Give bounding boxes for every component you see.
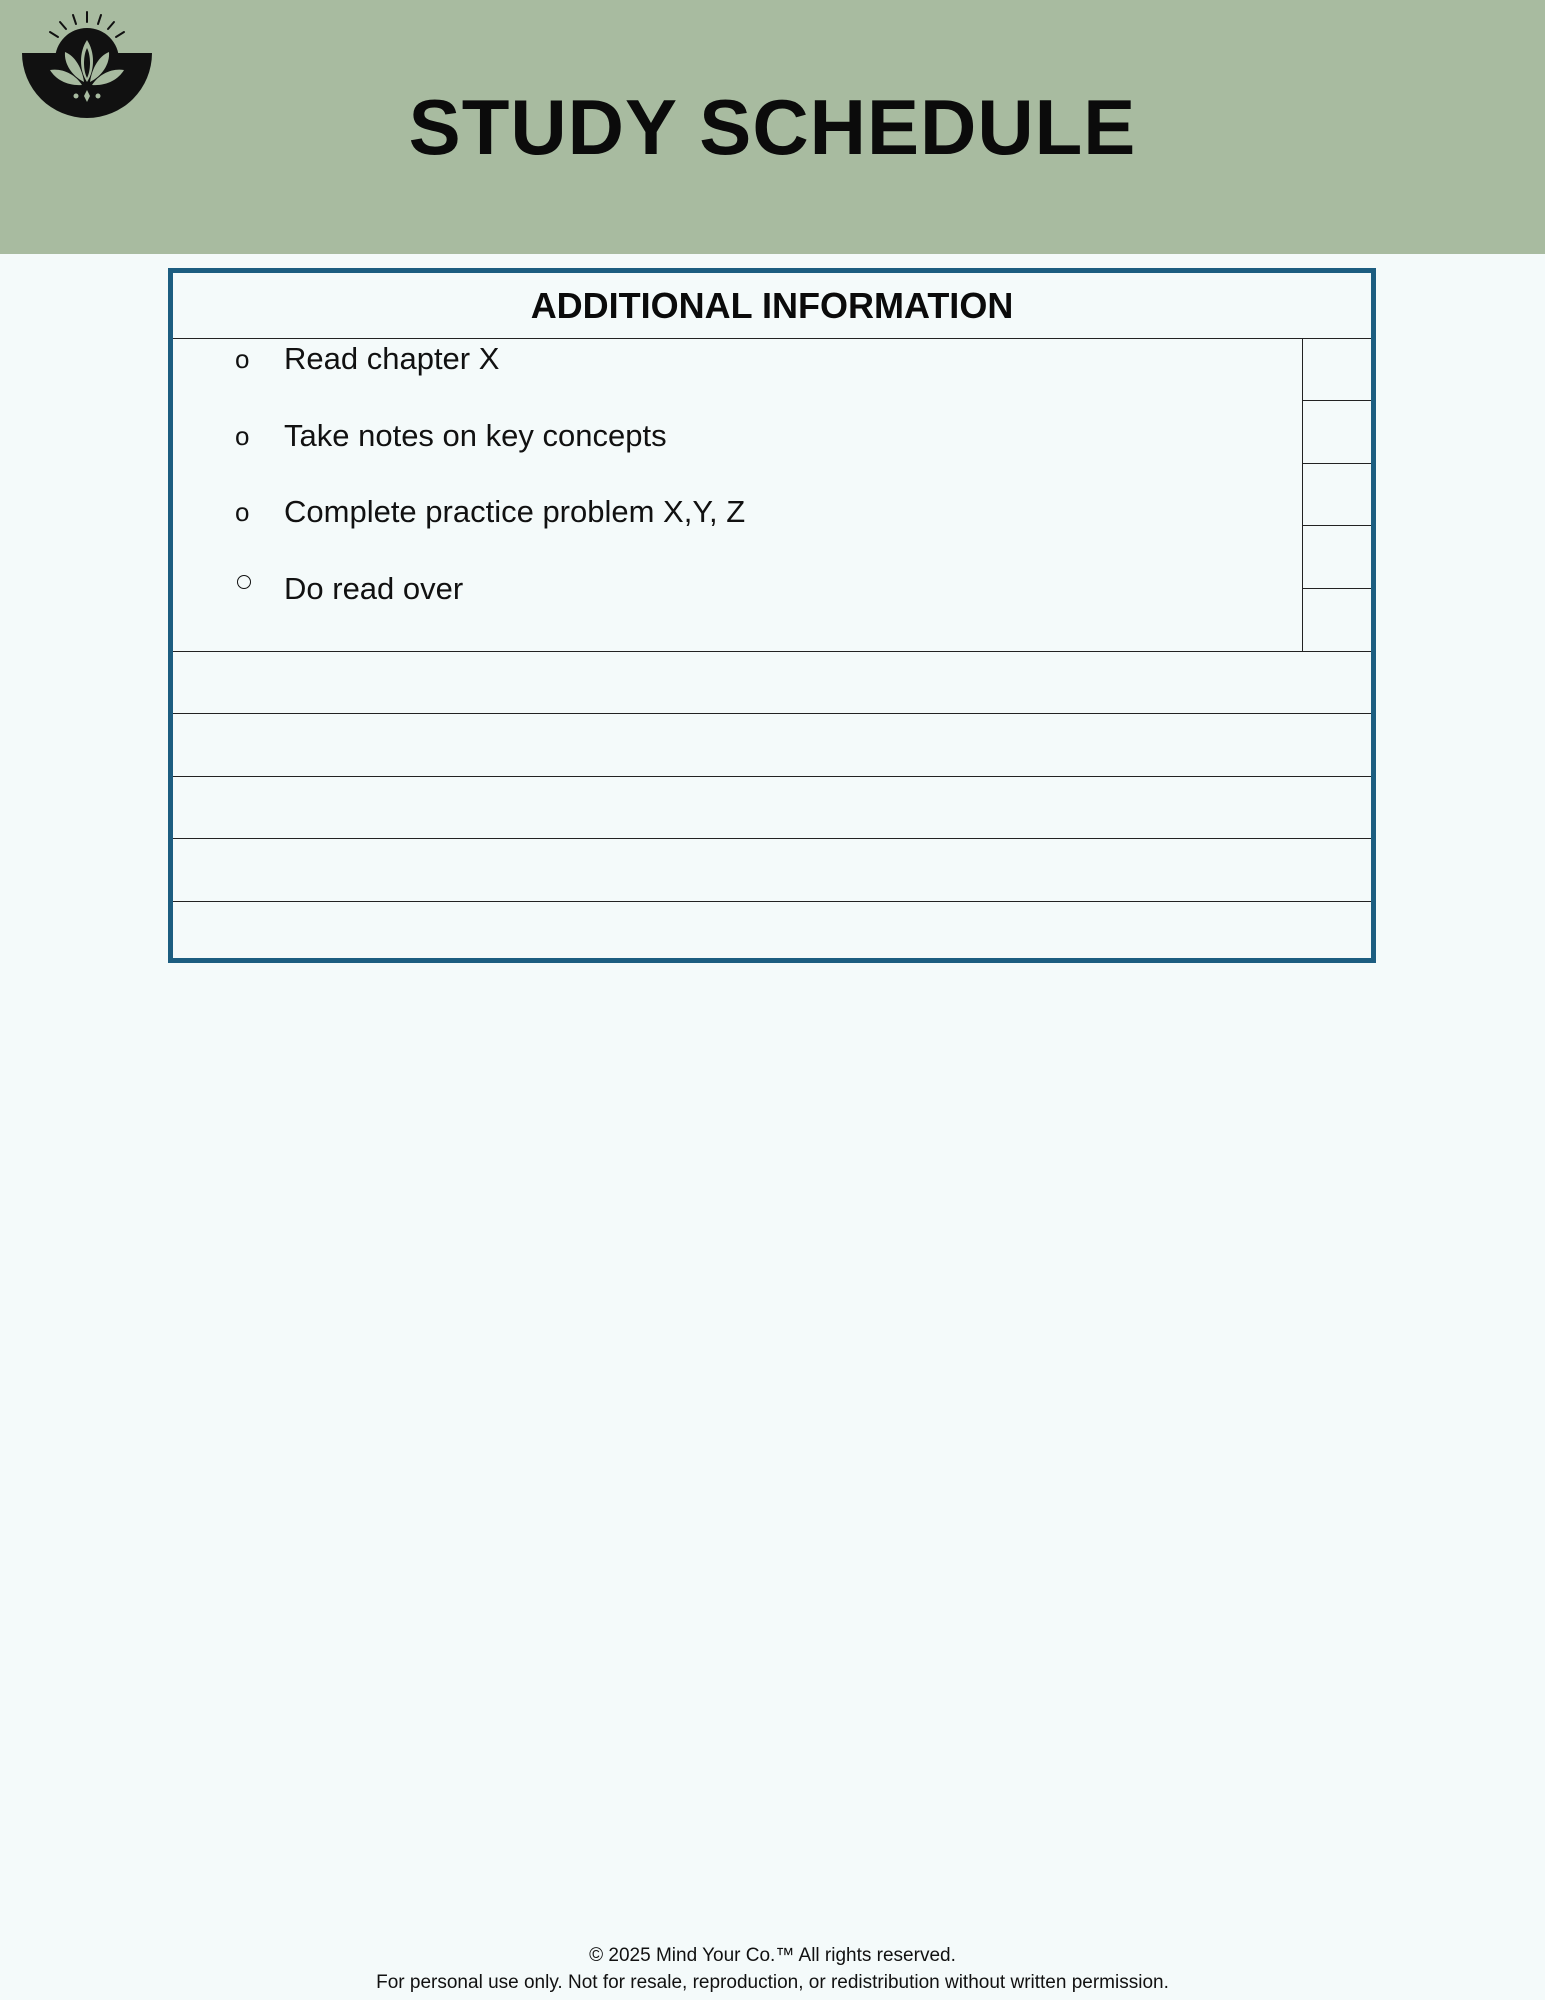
checkbox-cell[interactable]	[1303, 589, 1371, 651]
page-header	[0, 0, 1545, 254]
bullet-icon: o	[235, 497, 250, 527]
task-text: Do read over	[284, 571, 464, 606]
list-item	[173, 339, 1293, 379]
additional-information-table	[168, 268, 1376, 963]
blank-row[interactable]	[173, 838, 1371, 900]
bullet-icon: o	[235, 421, 250, 451]
blank-row[interactable]	[173, 776, 1371, 838]
section-heading: ADDITIONAL INFORMATION	[173, 273, 1371, 339]
copyright-text: © 2025 Mind Your Co.™ All rights reserved.	[589, 1945, 956, 1966]
list-item	[173, 492, 1293, 532]
task-text: Take notes on key concepts	[284, 418, 667, 453]
task-list	[173, 339, 1303, 651]
page-title: STUDY SCHEDULE	[408, 83, 1137, 171]
usage-notice: For personal use only. Not for resale, reproduction, or redistribution without written permission.	[376, 1972, 1169, 1993]
list-item	[173, 569, 1293, 609]
blank-row[interactable]	[173, 901, 1371, 963]
list-item	[173, 416, 1293, 456]
checkbox-cell[interactable]	[1303, 401, 1371, 463]
task-text: Complete practice problem X,Y, Z	[284, 494, 746, 529]
task-text: Read chapter X	[284, 341, 500, 376]
blank-row[interactable]	[173, 651, 1371, 713]
blank-row[interactable]	[173, 713, 1371, 775]
checkbox-cell[interactable]	[1303, 526, 1371, 588]
checkbox-cell[interactable]	[1303, 464, 1371, 526]
circle-bullet-icon	[237, 575, 251, 589]
checkbox-column	[1303, 339, 1371, 651]
bullet-icon: o	[235, 344, 250, 374]
checkbox-cell[interactable]	[1303, 339, 1371, 401]
